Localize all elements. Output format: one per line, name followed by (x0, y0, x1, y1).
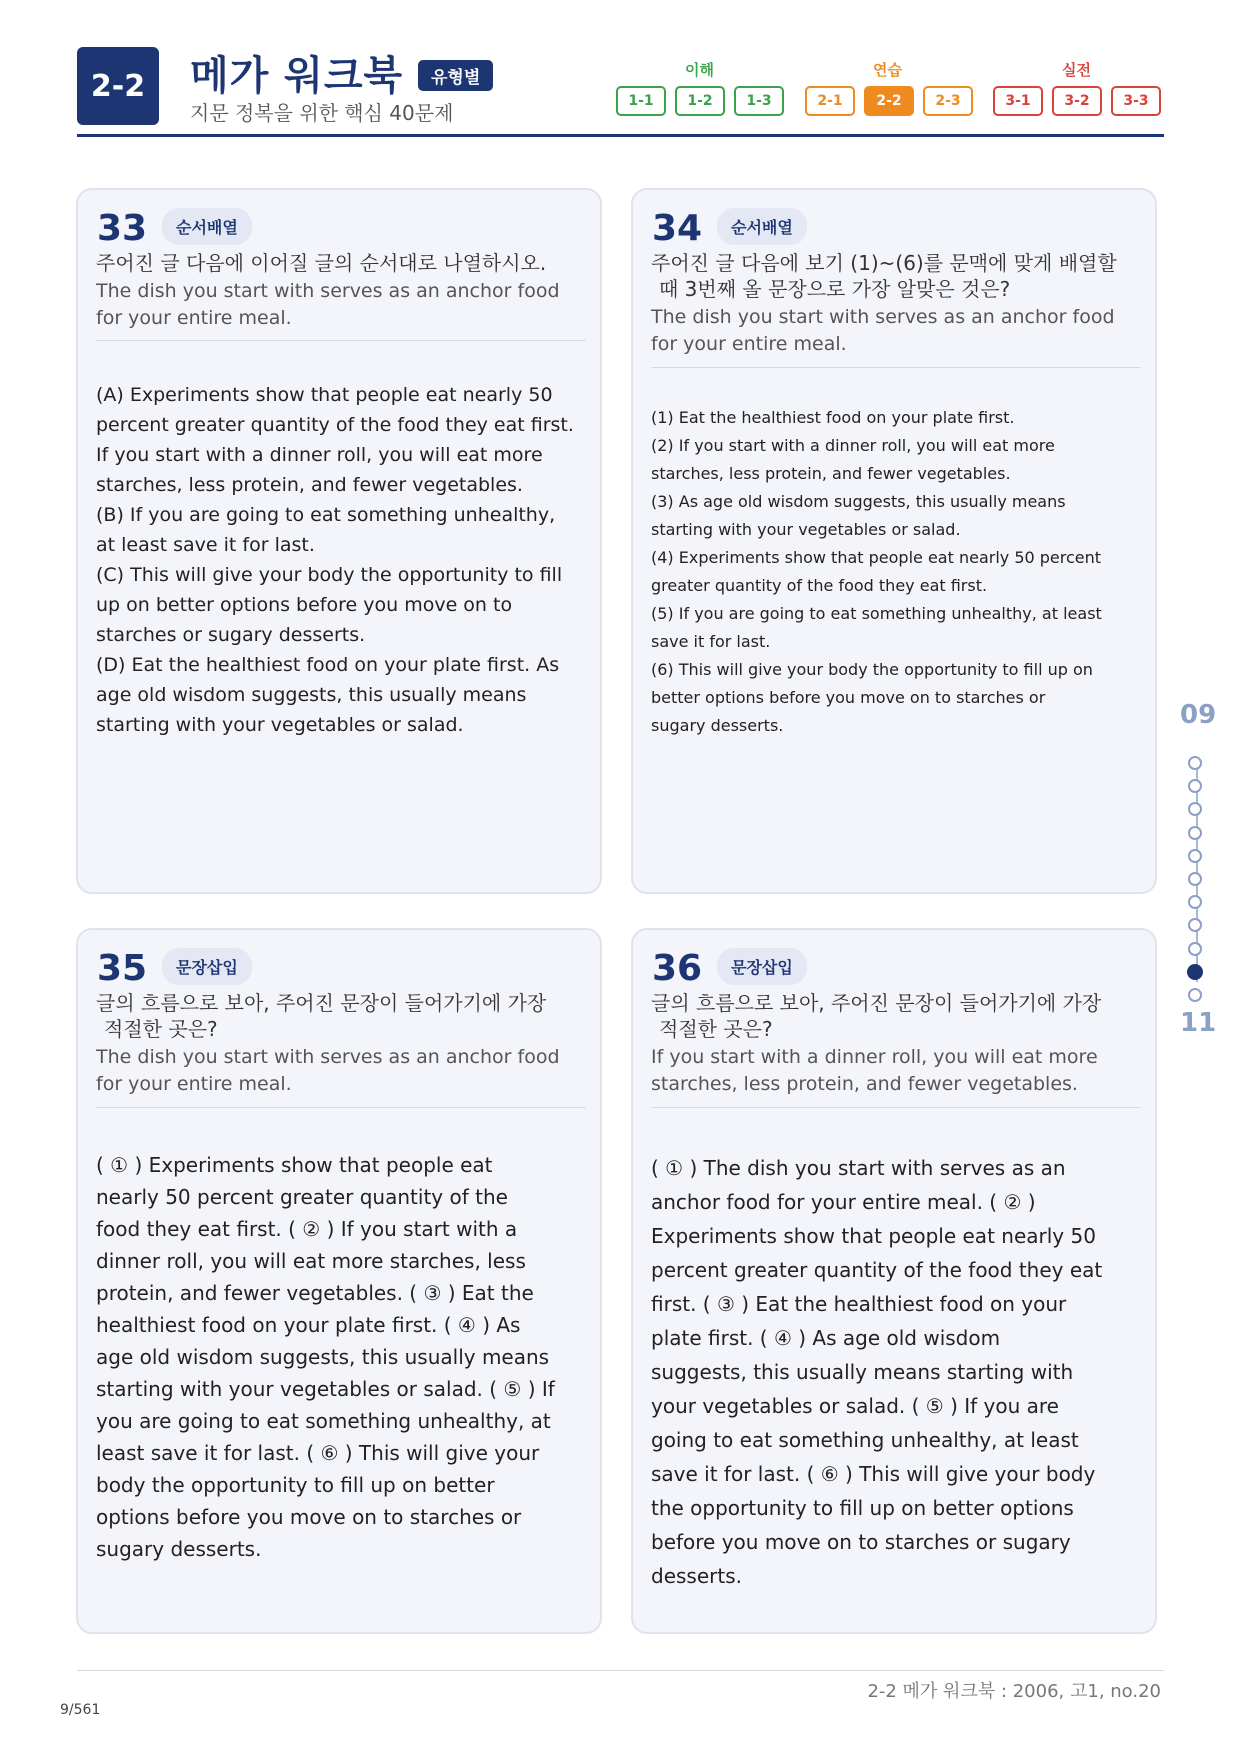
group-label-practice: 연습 (873, 61, 902, 79)
page-number: 9/561 (60, 1702, 101, 1718)
level-button-1-2[interactable]: 1-2 (675, 86, 725, 116)
footer-source: 2-2 메가 워크북 : 2006, 고1, no.20 (867, 1681, 1161, 1702)
given-sentence: The dish you start with serves as an anchor food for your entire meal. (96, 280, 560, 329)
card-divider (96, 1107, 586, 1108)
level-button-2-2[interactable]: 2-2 (864, 86, 914, 116)
question-type-tag: 문장삽입 (162, 948, 252, 985)
level-button-1-1[interactable]: 1-1 (616, 86, 666, 116)
header-divider (77, 134, 1164, 137)
progress-dot (1188, 802, 1202, 816)
question-number: 33 (97, 208, 148, 249)
level-button-2-1[interactable]: 2-1 (805, 86, 855, 116)
card-divider (651, 367, 1141, 368)
question-prompt: 글의 흐름으로 보아, 주어진 문장이 들어가기에 가장 적절한 곳은? (96, 991, 547, 1041)
passage-text: (A) Experiments show that people eat nearly 50 percent greater quantity of the food they eat first. If you start with a dinner roll, you will eat more starches, less protein, and fewer vegetables. (B) If you are going to eat something unhealthy, at least save it for last. (C) This will give your body the opportunity to fill up on better options before you move on to starches or sugary desserts. (D) Eat the healthiest food on your plate first. As age old wisdom suggests, this usually means starting with your vegetables or salad. (96, 384, 574, 736)
progress-dot (1188, 942, 1202, 956)
level-button-3-2[interactable]: 3-2 (1052, 86, 1102, 116)
question-prompt: 주어진 글 다음에 이어질 글의 순서대로 나열하시오. (96, 251, 547, 275)
progress-dot (1188, 918, 1202, 932)
question-type-tag: 순서배열 (717, 208, 807, 245)
level-button-3-1[interactable]: 3-1 (993, 86, 1043, 116)
progress-dot (1188, 849, 1202, 863)
passage-text: ( ① ) Experiments show that people eat nearly 50 percent greater quantity of the food they eat first. ( ② ) If you start with a dinner roll, you will eat more starches, less protein, and fewer vegetables. ( ③ ) Eat the healthiest food on your plate first. ( ④ ) As age old wisdom suggests, this usually means starting with your vegetables or salad. ( ⑤ ) If you are going to eat something unhealthy, at least save it for last. ( ⑥ ) This will give your body the opportunity to fill up on better options before you move on to starches or sugary desserts. (96, 1153, 555, 1561)
progress-dot-active (1187, 964, 1203, 980)
question-card-35 (76, 928, 602, 1634)
card-divider (96, 340, 586, 341)
progress-dot (1188, 756, 1202, 770)
question-number: 35 (97, 948, 148, 989)
question-number: 36 (652, 948, 703, 989)
page-title: 메가 워크북 (190, 53, 404, 99)
progress-dot (1188, 779, 1202, 793)
group-label-real: 실전 (1062, 61, 1091, 79)
question-card-33 (76, 188, 602, 894)
question-type-tag: 순서배열 (162, 208, 252, 245)
given-sentence: The dish you start with serves as an anchor food for your entire meal. (651, 306, 1115, 355)
progress-dot (1188, 895, 1202, 909)
question-prompt: 글의 흐름으로 보아, 주어진 문장이 들어가기에 가장 적절한 곳은? (651, 991, 1102, 1041)
given-sentence: If you start with a dinner roll, you will eat more starches, less protein, and fewer vegetables. (651, 1046, 1098, 1095)
passage-text: ( ① ) The dish you start with serves as an anchor food for your entire meal. ( ② ) Experiments show that people eat nearly 50 percent greater quantity of the food they eat first. ( ③ ) Eat the healthiest food on your plate first. ( ④ ) As age old wisdom suggests, this usually means starting with your vegetables or salad. ( ⑤ ) If you are going to eat something unhealthy, at least save it for last. ( ⑥ ) This will give your body the opportunity to fill up on better options before you move on to starches or sugary desserts. (651, 1156, 1103, 1588)
question-card-34 (631, 188, 1157, 894)
passage-text: (1) Eat the healthiest food on your plate first. (2) If you start with a dinner roll, you will eat more starches, less protein, and fewer vegetables. (3) As age old wisdom suggests, this usually means starting with your vegetables or salad. (4) Experiments show that people eat nearly 50 percent greater quantity of the food they eat first. (5) If you are going to eat something unhealthy, at least save it for last. (6) This will give your body the opportunity to fill up on better options before you move on to starches or sugary desserts. (651, 408, 1102, 735)
unit-badge: 2-2 (77, 47, 159, 125)
question-card-36 (631, 928, 1157, 1634)
question-number: 34 (652, 208, 703, 249)
progress-dot (1188, 988, 1202, 1002)
given-sentence: The dish you start with serves as an anchor food for your entire meal. (96, 1046, 560, 1095)
side-range-end: 11 (1180, 1008, 1217, 1038)
level-button-1-3[interactable]: 1-3 (734, 86, 784, 116)
question-type-tag: 문장삽입 (717, 948, 807, 985)
page-subtitle: 지문 정복을 위한 핵심 40문제 (190, 101, 454, 125)
side-range-start: 09 (1180, 700, 1217, 730)
type-tag: 유형별 (418, 60, 493, 91)
footer-divider (77, 1670, 1164, 1671)
card-divider (651, 1107, 1141, 1108)
question-prompt: 주어진 글 다음에 보기 (1)~(6)를 문맥에 맞게 배열할 때 3번째 올 문장으로 가장 알맞은 것은? (651, 251, 1117, 301)
group-label-understand: 이해 (685, 61, 714, 79)
progress-dot (1188, 872, 1202, 886)
level-button-3-3[interactable]: 3-3 (1111, 86, 1161, 116)
level-button-2-3[interactable]: 2-3 (923, 86, 973, 116)
progress-dot (1188, 826, 1202, 840)
